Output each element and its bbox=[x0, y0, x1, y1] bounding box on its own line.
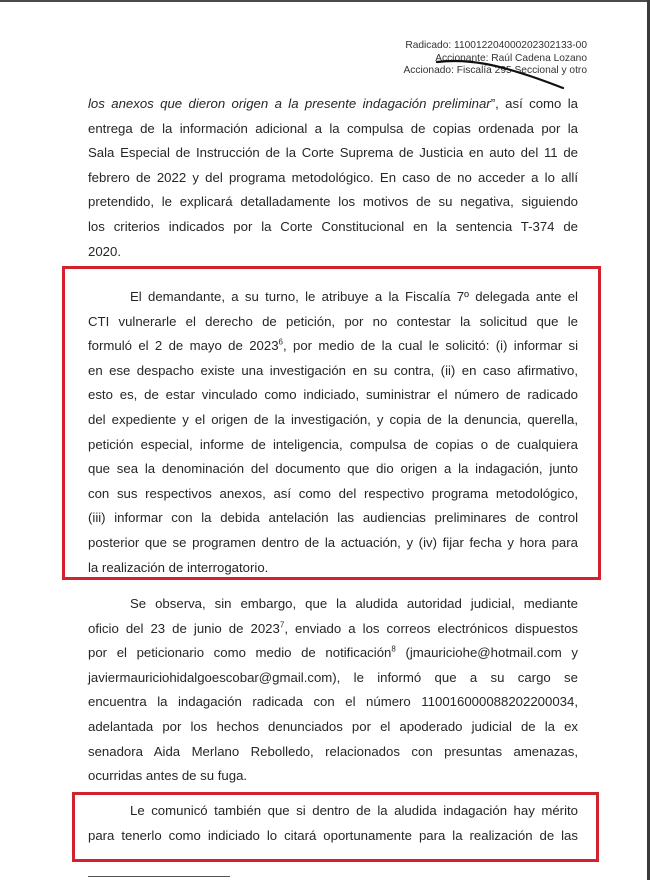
accionante-text: Accionante: Raúl Cadena Lozano bbox=[435, 52, 587, 64]
paragraph-1: los anexos que dieron origen a la presente indagación preliminar”, así como la entrega de la información adicional a la compulsa de copias ordenada por la Sala Especial de Instrucción de la Corte Suprema de Justicia en auto del 11 de febrero de 2022 y del programa metodológico. En caso de no acceder a lo allí pretendido, le explicará detalladamente los motivos de su negativa, siguiendo los criterios indicados por la Corte Constitucional en la sentencia T-374 de 2020. bbox=[88, 96, 578, 259]
paragraph-2: El demandante, a su turno, le atribuye a la Fiscalía 7º delegada ante el CTI vulnerarle el derecho de petición, por no contestar la solicitud que le formuló el 2 de mayo de 2023$^6$, por medio de la cual le solicitó: (i) informar si en ese despacho existe una investigación en su contra, (ii) en caso afirmativo, esto es, de estar vinculado como indiciado, suministrar el número de radicado del expediente y el origen de la investigación, y copia de la denuncia, querella, petición especial, informe de inteligencia, compulsa de copias o de cualquiera que sea la denominación del documento que dio origen a la indagación, junto con sus respectivos anexos, así como del respectivo programa metodológico, (iii) informar con la debida antelación las audiencias preliminares de control posterior que se programen dentro de la actuación, y (iv) fijar fecha y hora para la realización de interrogatorio. bbox=[88, 289, 579, 575]
accionado-text: Accionado: Fiscalía 295 Seccional y otro bbox=[403, 65, 587, 76]
footnote-ref-8[interactable]: 8 bbox=[391, 644, 396, 654]
footnote-ref-7[interactable]: 7 bbox=[279, 620, 285, 630]
italic-quote: los anexos que dieron origen a la presente indagación preliminar bbox=[88, 96, 491, 111]
footnote-separator bbox=[88, 876, 230, 877]
paragraph-4: Le comunicó también que si dentro de la aludida indagación hay mérito para tenerlo como indiciado lo citará oportunamente para la realización de las bbox=[88, 803, 578, 843]
case-header bbox=[404, 40, 587, 78]
radicado-text: Radicado: 110012204000202302133-00 bbox=[405, 40, 587, 51]
footnote-ref-6[interactable]: 6 bbox=[278, 337, 283, 347]
paragraph-3: Se observa, sin embargo, que la aludida autoridad judicial, mediante oficio del 23 de junio de 2023$^7$, enviado a los correos electrónicos dispuestos por el peticionario como medio de notificación$^8$ (jmauriciohe@hotmail.com y javiermauriciohidalgoescobar@gmail.com), le informó que a su cargo se encuentra la indagación radicada con el número 110016000088202200034, adelantada por los hechos denunciados por el apoderado judicial de la ex senadora Aida Merlano Rebolledo, relacionados con presuntas amenazas, ocurridas antes de su fuga. bbox=[88, 596, 579, 784]
page-top-border bbox=[0, 0, 650, 2]
